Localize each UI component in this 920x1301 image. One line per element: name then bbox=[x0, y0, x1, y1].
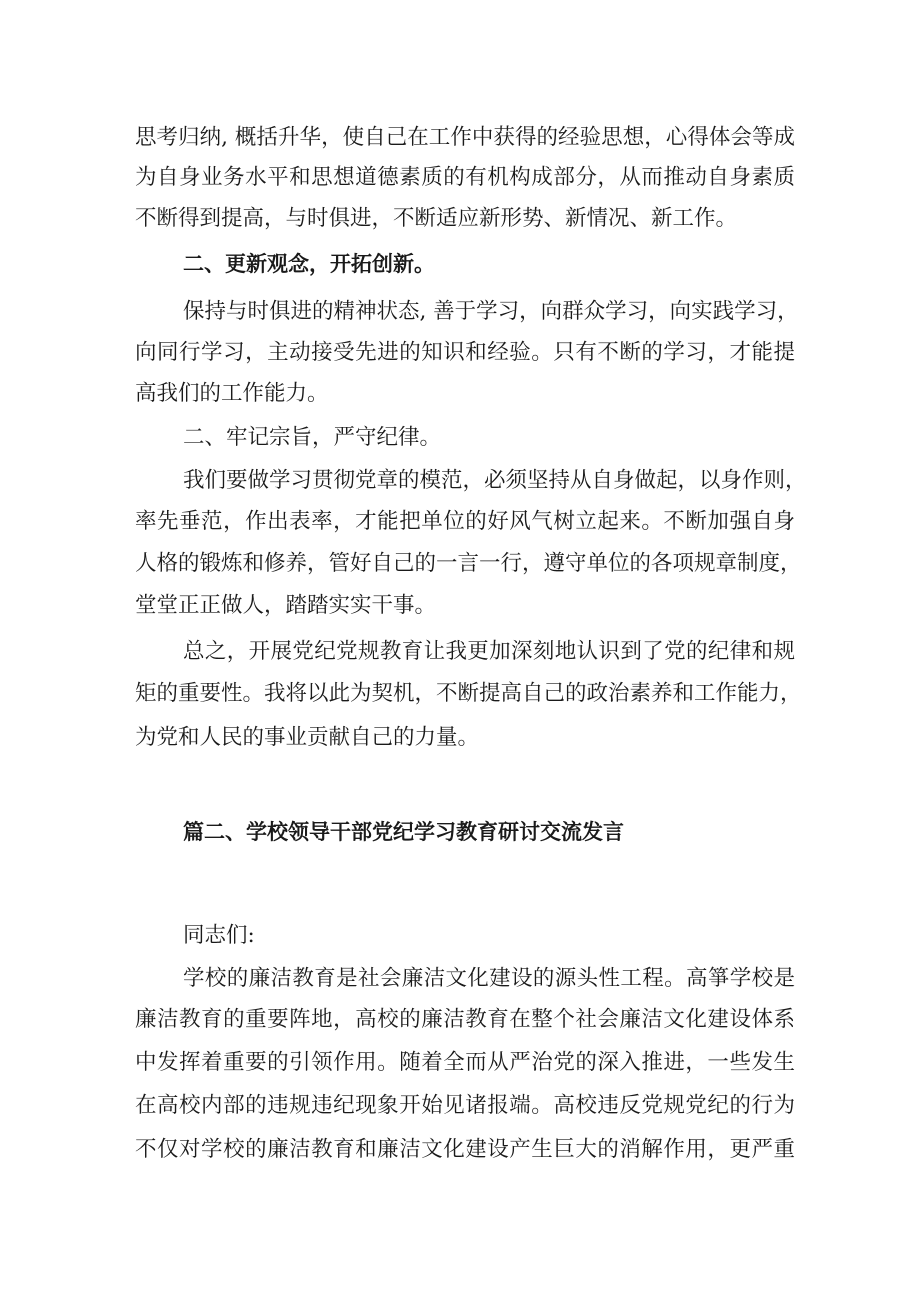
paragraph-4-line-3: 为党和人民的事业贡献自己的力量。 bbox=[135, 725, 480, 750]
paragraph-4-line-2: 矩的重要性。我将以此为契机，不断提高自己的政治素养和工作能力， bbox=[135, 681, 802, 706]
paragraph-1-line-2: 为自身业务水平和思想道德素质的有机构成部分，从而推动自身素质 bbox=[135, 165, 795, 190]
salutation: 同志们: bbox=[183, 923, 255, 948]
paragraph-3-line-3: 人格的锻炼和修养，管好自己的一言一行，遵守单位的各项规章制度， bbox=[135, 551, 802, 576]
paragraph-2-line-3: 高我们的工作能力。 bbox=[135, 381, 329, 406]
paragraph-5-line-3: 中发挥着重要的引领作用。随着全而从严治党的深入推进，一些发生 bbox=[135, 1050, 795, 1075]
paragraph-3-line-1: 我们要做学习贯彻党章的模范，必须坚持从自身做起，以身作则， bbox=[183, 468, 807, 493]
section-heading-renew: 二、更新观念，开拓创新。 bbox=[183, 252, 435, 276]
paragraph-2-line-2: 向同行学习，主动接受先进的知识和经验。只有不断的学习，才能提 bbox=[135, 340, 795, 365]
paragraph-5-line-1: 学校的廉洁教育是社会廉洁文化建设的源头性工程。高箏学校是 bbox=[183, 966, 795, 991]
paragraph-1-line-3: 不断得到提高，与时俱进，不断适应新形势、新情况、新工作。 bbox=[135, 206, 738, 231]
paragraph-2-line-1: 保持与时俱进的精神状态, 善于学习，向群众学习，向实践学习， bbox=[183, 299, 799, 324]
paragraph-5-line-2: 廉洁教育的重要阵地，高校的廉洁教育在整个社会廉洁文化建设体系 bbox=[135, 1007, 795, 1032]
paragraph-3-line-4: 堂堂正正做人，踏踏实实干事。 bbox=[135, 593, 437, 618]
paragraph-4-line-1: 总之，开展党纪党规教育让我更加深刻地认识到了党的纪律和规 bbox=[183, 639, 795, 664]
paragraph-1-line-1: 思考归纳, 概括升华，使自己在工作中获得的经验思想，心得体会等成 bbox=[135, 125, 795, 150]
paragraph-3-line-2: 率先垂范，作出表率，才能把单位的好风气树立起来。不断加强自身 bbox=[135, 509, 795, 534]
paragraph-5-line-4: 在高校内部的违规违纪现象开始见诸报端。高校违反党规党纪的行为 bbox=[135, 1093, 795, 1118]
paragraph-5-line-5: 不仅对学校的廉洁教育和廉洁文化建设产生巨大的消解作用，更严重 bbox=[135, 1137, 795, 1162]
section-title: 篇二、学校领导干部党纪学习教育研讨交流发言 bbox=[183, 820, 624, 844]
section-heading-discipline: 二、牢记宗旨，严守纪律。 bbox=[183, 425, 442, 450]
